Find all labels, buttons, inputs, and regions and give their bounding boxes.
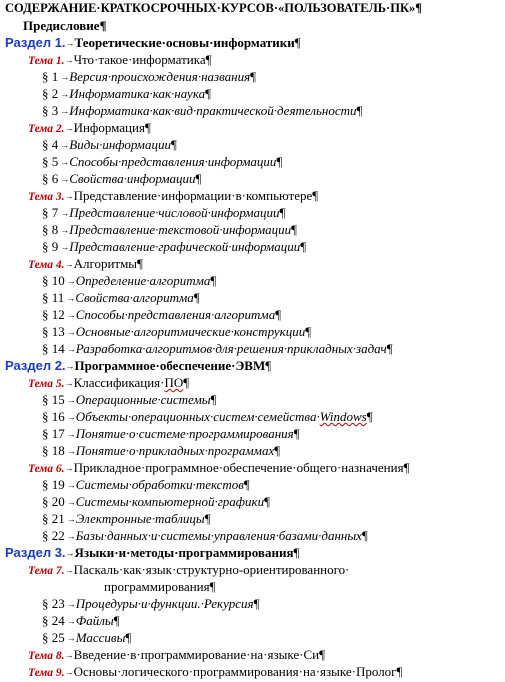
paragraph-number: § 1	[42, 69, 59, 84]
pilcrow-mark: ¶	[366, 409, 373, 424]
tab-arrow: →	[65, 38, 75, 48]
paragraph-number: § 6	[42, 171, 59, 186]
paragraph-title: Понятие·о·прикладных·программах	[75, 443, 275, 458]
paragraph-title: Способы·представления·информации	[69, 154, 277, 169]
paragraph-title: Определение·алгоритма	[75, 273, 211, 288]
paragraph-title: Способы·представления·алгоритма	[75, 307, 276, 322]
paragraph-number: § 9	[42, 239, 59, 254]
paragraph-item	[42, 204, 505, 221]
theme-label: Тема 8.	[28, 650, 65, 662]
theme-title: Классификация·ПО	[73, 375, 184, 390]
paragraph-number: § 24	[42, 613, 65, 628]
pilcrow-mark: ¶	[319, 647, 325, 662]
paragraph-number: § 4	[42, 137, 59, 152]
pilcrow-mark: ¶	[125, 630, 132, 645]
paragraph-item	[42, 510, 505, 527]
tab-arrow: →	[60, 89, 70, 99]
tab-arrow: →	[66, 633, 76, 643]
theme-label: Тема 7.	[28, 565, 65, 577]
paragraph-item	[42, 391, 505, 408]
tab-arrow: →	[60, 157, 70, 167]
paragraph-title: Основные·алгоритмические·конструкции	[75, 324, 306, 339]
theme-label: Тема 1.	[28, 55, 65, 67]
paragraph-title: Разработка·алгоритмов·для·решения·прикладных·задач	[75, 341, 387, 356]
tab-arrow: →	[64, 259, 74, 269]
pilcrow-mark: ¶	[205, 52, 212, 67]
tab-arrow: →	[60, 140, 70, 150]
pilcrow-mark: ¶	[265, 358, 272, 373]
pilcrow-mark: ¶	[300, 239, 307, 254]
tab-arrow: →	[66, 446, 76, 456]
paragraph-item	[42, 272, 505, 289]
pilcrow-mark: ¶	[250, 69, 257, 84]
theme-title: Информация	[73, 120, 145, 135]
pilcrow-mark: ¶	[137, 256, 143, 271]
tab-arrow: →	[64, 191, 74, 201]
paragraph-item	[42, 85, 505, 102]
paragraph-item	[42, 476, 505, 493]
theme-heading	[28, 646, 505, 663]
paragraph-title: Свойства·информации	[69, 171, 196, 186]
paragraph-title: Понятие·о·системе·программирования	[75, 426, 294, 441]
pilcrow-mark: ¶	[279, 205, 286, 220]
tab-arrow: →	[64, 667, 74, 677]
paragraph-title: Массивы	[75, 630, 126, 645]
tab-arrow: →	[66, 344, 76, 354]
tab-arrow: →	[66, 293, 76, 303]
theme-title: Что·такое·информатика	[73, 52, 206, 67]
tab-arrow: →	[66, 327, 76, 337]
paragraph-item	[42, 153, 505, 170]
tab-arrow: →	[64, 565, 74, 575]
theme-label: Тема 4.	[28, 259, 65, 271]
pilcrow-mark: ¶	[253, 596, 260, 611]
tab-arrow: →	[64, 378, 74, 388]
tab-arrow: →	[66, 429, 76, 439]
section-label: Раздел 1.	[5, 35, 66, 50]
tab-arrow: →	[60, 208, 70, 218]
pilcrow-mark: ¶	[195, 171, 202, 186]
paragraph-item	[42, 629, 505, 646]
theme-heading	[28, 255, 505, 272]
theme-label: Тема 6.	[28, 463, 65, 475]
tab-arrow: →	[66, 497, 76, 507]
theme-label: Тема 9.	[28, 667, 65, 679]
section-label: Раздел 3.	[5, 545, 66, 560]
paragraph-item	[42, 323, 505, 340]
preface-text: Предисловие	[23, 18, 100, 33]
paragraph-item	[42, 306, 505, 323]
tab-arrow: →	[66, 412, 76, 422]
pilcrow-mark: ¶	[293, 545, 300, 560]
tab-arrow: →	[60, 106, 70, 116]
section-heading	[5, 34, 505, 51]
theme-label: Тема 3.	[28, 191, 65, 203]
section-title: Программное·обеспечение·ЭВМ	[74, 358, 266, 373]
paragraph-title: Системы·компьютерной·графики	[75, 494, 265, 509]
paragraph-item	[42, 238, 505, 255]
tab-arrow: →	[60, 242, 70, 252]
theme-heading	[28, 187, 505, 204]
paragraph-title: Представление·числовой·информации	[69, 205, 280, 220]
spellcheck-underline: ПО	[164, 375, 184, 390]
section-title: Теоретические·основы·информатики	[74, 35, 295, 50]
tab-arrow: →	[60, 225, 70, 235]
tab-arrow: →	[66, 599, 76, 609]
paragraph-item	[42, 221, 505, 238]
pilcrow-mark: ¶	[204, 511, 211, 526]
paragraph-number: § 18	[42, 443, 65, 458]
paragraph-title: Представление·графической·информации	[69, 239, 301, 254]
paragraph-item	[42, 612, 505, 629]
tab-arrow: →	[65, 548, 75, 558]
paragraph-title: Операционные·системы	[75, 392, 211, 407]
paragraph-title: Представление·текстовой·информации	[69, 222, 292, 237]
theme-title: Основы·логического·программирования·на·языке·Пролог	[73, 664, 397, 679]
paragraph-title: Базы·данных·и·системы·управления·базами·данных	[75, 528, 362, 543]
tab-arrow: →	[66, 395, 76, 405]
preface-heading	[23, 17, 505, 34]
theme-title: Введение·в·программирование·на·языке·Си	[73, 647, 320, 662]
pilcrow-mark: ¶	[243, 477, 250, 492]
paragraph-item	[42, 425, 505, 442]
theme-heading	[28, 374, 505, 391]
pilcrow-mark: ¶	[294, 35, 301, 50]
paragraph-item	[42, 340, 505, 357]
paragraph-number: § 23	[42, 596, 65, 611]
document-title-text: СОДЕРЖАНИЕ·КРАТКОСРОЧНЫХ·КУРСОВ·«ПОЛЬЗОВАТЕЛЬ·ПК»	[5, 1, 416, 15]
pilcrow-mark: ¶	[305, 324, 312, 339]
paragraph-title: Системы·обработки·текстов	[75, 477, 244, 492]
paragraph-number: § 12	[42, 307, 65, 322]
pilcrow-mark: ¶	[205, 86, 211, 101]
paragraph-title: Версия·происхождения·названия	[69, 69, 251, 84]
pilcrow-mark: ¶	[183, 375, 190, 390]
pilcrow-mark: ¶	[415, 1, 423, 15]
pilcrow-mark: ¶	[209, 579, 216, 594]
pilcrow-mark: ¶	[386, 341, 393, 356]
paragraph-item	[42, 102, 505, 119]
tab-arrow: →	[66, 276, 76, 286]
paragraph-number: § 5	[42, 154, 59, 169]
document-title	[5, 0, 505, 17]
tab-arrow: →	[66, 616, 76, 626]
tab-arrow: →	[66, 514, 76, 524]
paragraph-number: § 15	[42, 392, 65, 407]
theme-title-continuation: программирования	[104, 579, 210, 594]
theme-title: Паскаль·как·язык·структурно-ориентированного·	[73, 562, 350, 577]
paragraph-item	[42, 493, 505, 510]
pilcrow-mark: ¶	[274, 443, 281, 458]
pilcrow-mark: ¶	[361, 528, 368, 543]
pilcrow-mark: ¶	[113, 613, 120, 628]
paragraph-title: Информатика·как·наука	[69, 86, 206, 101]
paragraph-item	[42, 408, 505, 425]
paragraph-number: § 8	[42, 222, 59, 237]
pilcrow-mark: ¶	[291, 222, 298, 237]
paragraph-item	[42, 170, 505, 187]
paragraph-title: Электронные·таблицы	[75, 511, 205, 526]
tab-arrow: →	[65, 361, 75, 371]
theme-heading	[28, 561, 505, 578]
pilcrow-mark: ¶	[144, 120, 151, 135]
theme-title: Алгоритмы	[73, 256, 138, 271]
paragraph-number: § 19	[42, 477, 65, 492]
pilcrow-mark: ¶	[356, 103, 363, 118]
theme-heading	[28, 459, 505, 476]
section-heading	[5, 357, 505, 374]
tab-arrow: →	[64, 55, 74, 65]
theme-heading	[28, 119, 505, 136]
paragraph-number: § 2	[42, 86, 59, 101]
pilcrow-mark: ¶	[293, 426, 300, 441]
paragraph-item	[42, 136, 505, 153]
paragraph-number: § 22	[42, 528, 65, 543]
paragraph-number: § 20	[42, 494, 65, 509]
paragraph-number: § 7	[42, 205, 59, 220]
tab-arrow: →	[66, 531, 76, 541]
paragraph-title: Файлы	[75, 613, 114, 628]
paragraph-item	[42, 595, 505, 612]
paragraph-title: Процедуры·и·функции.·Рекурсия	[75, 596, 254, 611]
pilcrow-mark: ¶	[275, 307, 282, 322]
paragraph-title: Виды·информации	[69, 137, 171, 152]
paragraph-number: § 3	[42, 103, 59, 118]
paragraph-item	[42, 289, 505, 306]
paragraph-item	[42, 527, 505, 544]
theme-title: Представление·информации·в·компьютере	[73, 188, 313, 203]
pilcrow-mark: ¶	[396, 664, 403, 679]
tab-arrow: →	[60, 174, 70, 184]
pilcrow-mark: ¶	[210, 273, 217, 288]
theme-title: Прикладное·программное·обеспечение·общего·назначения	[73, 460, 404, 475]
pilcrow-mark: ¶	[276, 154, 283, 169]
paragraph-item	[42, 68, 505, 85]
tab-arrow: →	[66, 310, 76, 320]
section-label: Раздел 2.	[5, 358, 66, 373]
theme-heading-continuation	[104, 578, 505, 595]
tab-arrow: →	[64, 463, 74, 473]
paragraph-number: § 14	[42, 341, 65, 356]
pilcrow-mark: ¶	[99, 18, 107, 33]
paragraph-number: § 11	[42, 290, 65, 305]
paragraph-title: Объекты·операционных·систем·семейства·Windows	[75, 409, 367, 424]
section-title: Языки·и·методы·программирования	[74, 545, 294, 560]
pilcrow-mark: ¶	[210, 392, 217, 407]
paragraph-title: Свойства·алгоритма	[75, 290, 194, 305]
section-heading	[5, 544, 505, 561]
paragraph-item	[42, 442, 505, 459]
pilcrow-mark: ¶	[193, 290, 200, 305]
theme-heading	[28, 51, 505, 68]
pilcrow-mark: ¶	[312, 188, 319, 203]
pilcrow-mark: ¶	[403, 460, 410, 475]
tab-arrow: →	[64, 650, 74, 660]
paragraph-number: § 17	[42, 426, 65, 441]
tab-arrow: →	[60, 72, 70, 82]
paragraph-title: Информатика·как·вид·практической·деятельности	[69, 103, 357, 118]
pilcrow-mark: ¶	[170, 137, 177, 152]
tab-arrow: →	[66, 480, 76, 490]
paragraph-number: § 13	[42, 324, 65, 339]
pilcrow-mark: ¶	[264, 494, 270, 509]
paragraph-number: § 21	[42, 511, 65, 526]
paragraph-number: § 25	[42, 630, 65, 645]
theme-label: Тема 5.	[28, 378, 65, 390]
tab-arrow: →	[64, 123, 74, 133]
paragraph-number: § 16	[42, 409, 65, 424]
paragraph-number: § 10	[42, 273, 65, 288]
spellcheck-underline: Windows	[319, 409, 367, 424]
theme-label: Тема 2.	[28, 123, 65, 135]
